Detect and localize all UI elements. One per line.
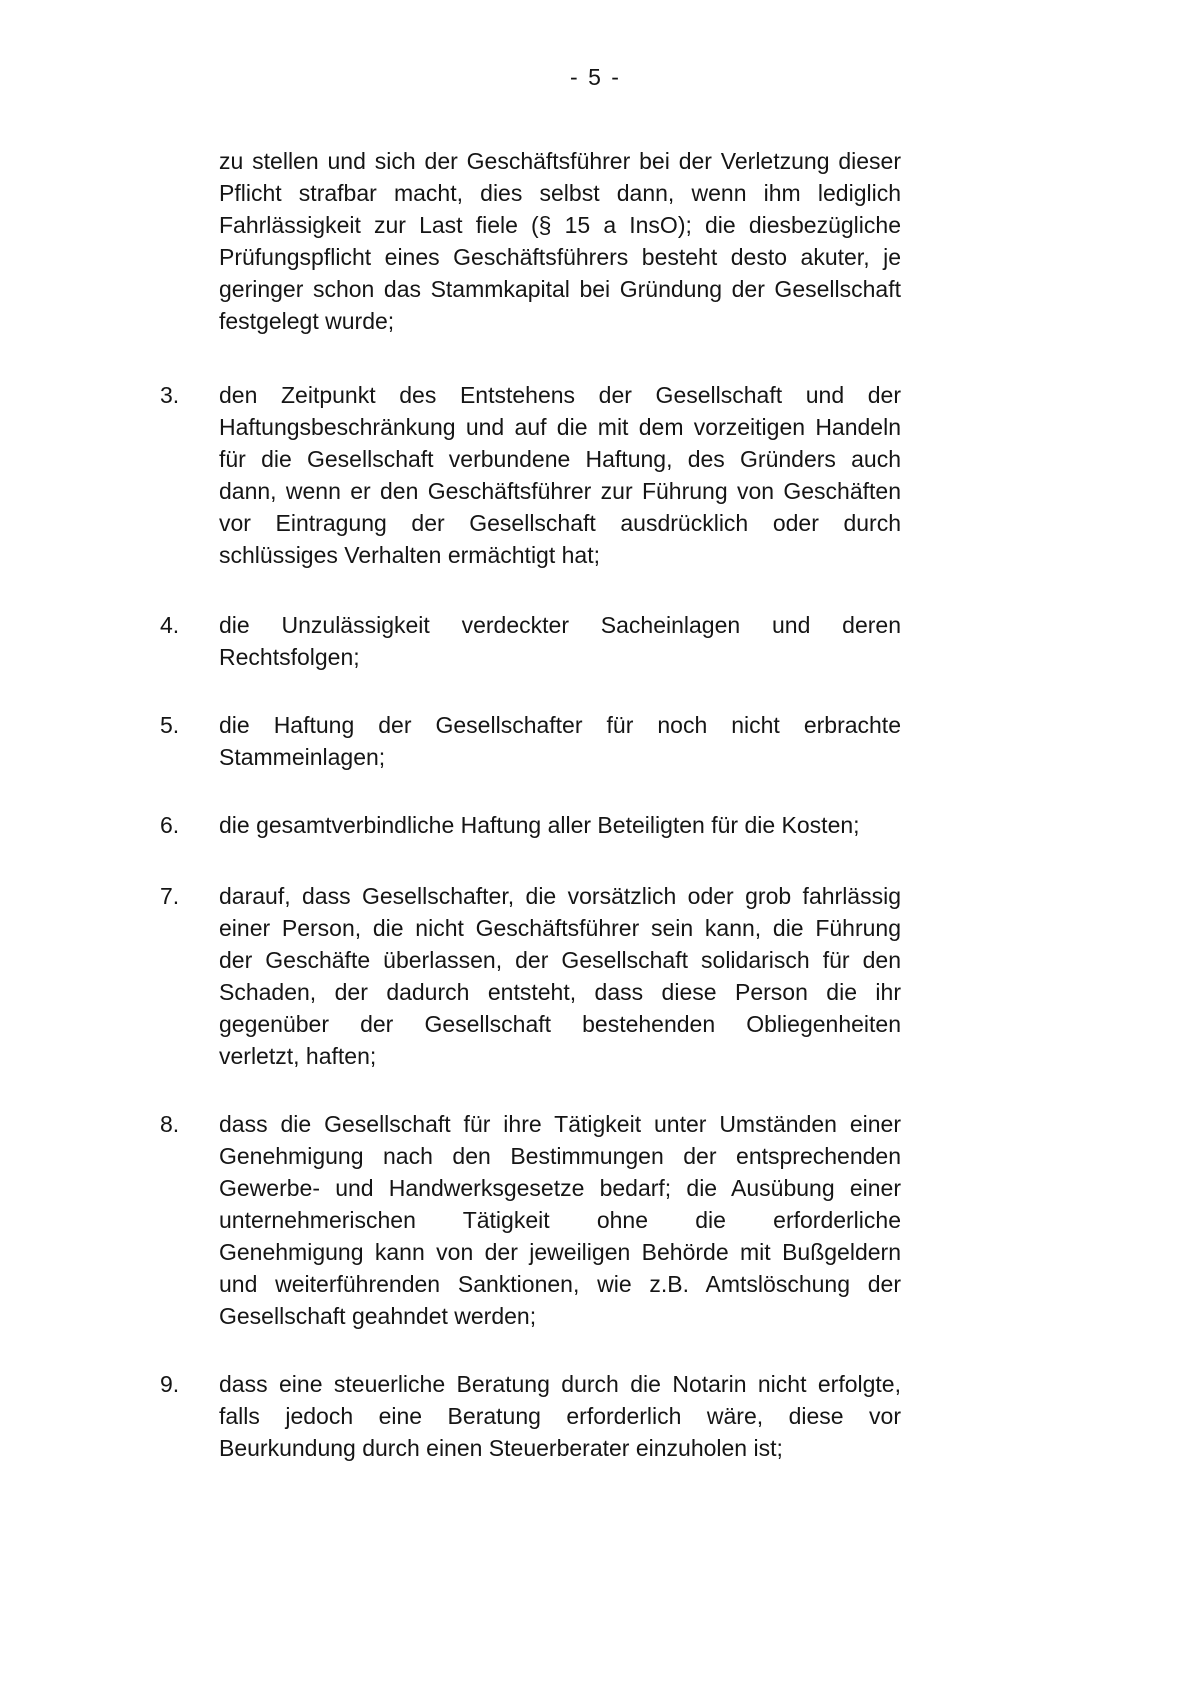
text-line: die Haftung der Gesellschafter für noch nicht erbrachte	[219, 712, 901, 738]
item-number: 8.	[160, 1111, 180, 1137]
text-line: darauf, dass Gesellschafter, die vorsätzlich oder grob fahrlässig	[219, 883, 901, 909]
text-line: die gesamtverbindliche Haftung aller Beteiligten für die Kosten;	[219, 812, 860, 838]
text-line: geringer schon das Stammkapital bei Gründung der Gesellschaft	[219, 276, 901, 302]
text-line: dann, wenn er den Geschäftsführer zur Führung von Geschäften	[219, 478, 901, 504]
text-line: falls jedoch eine Beratung erforderlich wäre, diese vor	[219, 1403, 901, 1429]
list-item-4	[219, 609, 901, 673]
text-line: den Zeitpunkt des Entstehens der Gesellschaft und der	[219, 382, 901, 408]
text-line: Gewerbe- und Handwerksgesetze bedarf; die Ausübung einer	[219, 1175, 901, 1201]
text-line: und weiterführenden Sanktionen, wie z.B. Amtslöschung der	[219, 1271, 901, 1297]
text-line: gegenüber der Gesellschaft bestehenden Obliegenheiten	[219, 1011, 901, 1037]
item-number: 6.	[160, 812, 180, 838]
text-line: dass die Gesellschaft für ihre Tätigkeit unter Umständen einer	[219, 1111, 901, 1137]
item-number: 7.	[160, 883, 180, 909]
text-line: Gesellschaft geahndet werden;	[219, 1303, 537, 1329]
text-line: Pflicht strafbar macht, dies selbst dann, wenn ihm lediglich	[219, 180, 901, 206]
continuation-paragraph	[219, 145, 901, 337]
text-line: Beurkundung durch einen Steuerberater einzuholen ist;	[219, 1435, 783, 1461]
item-number: 5.	[160, 712, 180, 738]
text-line: Genehmigung nach den Bestimmungen der entsprechenden	[219, 1143, 901, 1169]
list-item-6	[219, 809, 901, 841]
list-item-8	[219, 1108, 901, 1332]
text-line: der Geschäfte überlassen, der Gesellschaft solidarisch für den	[219, 947, 901, 973]
text-line: die Unzulässigkeit verdeckter Sacheinlagen und deren	[219, 612, 901, 638]
text-line: festgelegt wurde;	[219, 308, 395, 334]
list-item-5	[219, 709, 901, 773]
text-line: zu stellen und sich der Geschäftsführer bei der Verletzung dieser	[219, 148, 901, 174]
text-line: Genehmigung kann von der jeweiligen Behörde mit Bußgeldern	[219, 1239, 901, 1265]
text-line: Haftungsbeschränkung und auf die mit dem vorzeitigen Handeln	[219, 414, 901, 440]
text-line: Fahrlässigkeit zur Last fiele (§ 15 a InsO); die diesbezügliche	[219, 212, 901, 238]
text-line: Stammeinlagen;	[219, 744, 386, 770]
list-item-9	[219, 1368, 901, 1464]
text-line: einer Person, die nicht Geschäftsführer sein kann, die Führung	[219, 915, 901, 941]
text-line: schlüssiges Verhalten ermächtigt hat;	[219, 542, 600, 568]
item-number: 3.	[160, 382, 180, 408]
text-line: vor Eintragung der Gesellschaft ausdrücklich oder durch	[219, 510, 901, 536]
text-line: Schaden, der dadurch entsteht, dass diese Person die ihr	[219, 979, 901, 1005]
text-line: unternehmerischen Tätigkeit ohne die erforderliche	[219, 1207, 901, 1233]
item-number: 9.	[160, 1371, 180, 1397]
text-line: dass eine steuerliche Beratung durch die Notarin nicht erfolgte,	[219, 1371, 901, 1397]
list-item-3	[219, 379, 901, 571]
list-item-7	[219, 880, 901, 1072]
text-line: Prüfungspflicht eines Geschäftsführers besteht desto akuter, je	[219, 244, 901, 270]
page-number: - 5 -	[570, 64, 621, 90]
text-line: verletzt, haften;	[219, 1043, 377, 1069]
text-line: für die Gesellschaft verbundene Haftung, des Gründers auch	[219, 446, 901, 472]
item-number: 4.	[160, 612, 180, 638]
text-line: Rechtsfolgen;	[219, 644, 360, 670]
